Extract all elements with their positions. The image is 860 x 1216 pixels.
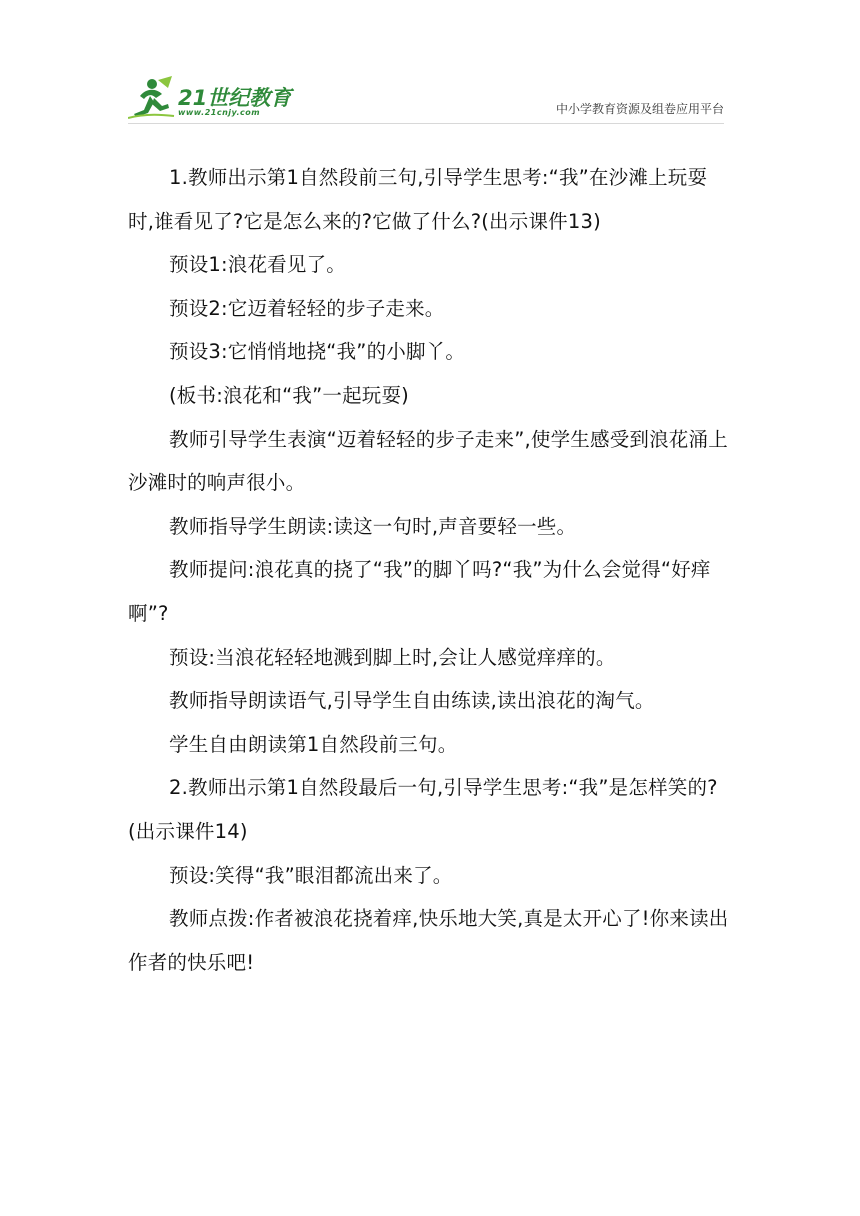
document-body xyxy=(128,156,732,984)
paragraph: 预设1:浪花看见了。 xyxy=(169,253,346,277)
paragraph: 1.教师出示第1自然段前三句,引导学生思考:“我”在沙滩上玩耍时,谁看见了?它是怎么来的?它做了什么?(出示课件13) xyxy=(128,166,708,233)
header-divider xyxy=(128,123,724,124)
logo xyxy=(128,74,298,124)
paragraph: 教师提问:浪花真的挠了“我”的脚丫吗?“我”为什么会觉得“好痒啊”? xyxy=(128,558,711,625)
logo-text: 21世纪教育 xyxy=(178,86,292,110)
logo-url: www.21cnjy.com xyxy=(178,108,261,117)
paragraph: (板书:浪花和“我”一起玩耍) xyxy=(169,383,409,407)
paragraph: 预设2:它迈着轻轻的步子走来。 xyxy=(169,296,445,320)
paragraph: 2.教师出示第1自然段最后一句,引导学生思考:“我”是怎样笑的?(出示课件14) xyxy=(128,776,718,843)
paragraph: 预设:笑得“我”眼泪都流出来了。 xyxy=(169,863,453,887)
paragraph: 学生自由朗读第1自然段前三句。 xyxy=(169,732,458,756)
page-header xyxy=(0,0,860,130)
paragraph: 教师指导朗读语气,引导学生自由练读,读出浪花的淘气。 xyxy=(169,689,655,713)
paragraph: 预设:当浪花轻轻地溅到脚上时,会让人感觉痒痒的。 xyxy=(169,645,616,669)
paragraph: 教师指导学生朗读:读这一句时,声音要轻一些。 xyxy=(169,514,577,538)
platform-title: 中小学教育资源及组卷应用平台 xyxy=(555,102,724,116)
paragraph: 预设3:它悄悄地挠“我”的小脚丫。 xyxy=(169,340,466,364)
paragraph: 教师引导学生表演“迈着轻轻的步子走来”,使学生感受到浪花涌上沙滩时的响声很小。 xyxy=(128,427,728,495)
paragraph: 教师点拨:作者被浪花挠着痒,快乐地大笑,真是太开心了!你来读出作者的快乐吧! xyxy=(128,907,729,974)
runner-logo-icon xyxy=(128,74,178,120)
